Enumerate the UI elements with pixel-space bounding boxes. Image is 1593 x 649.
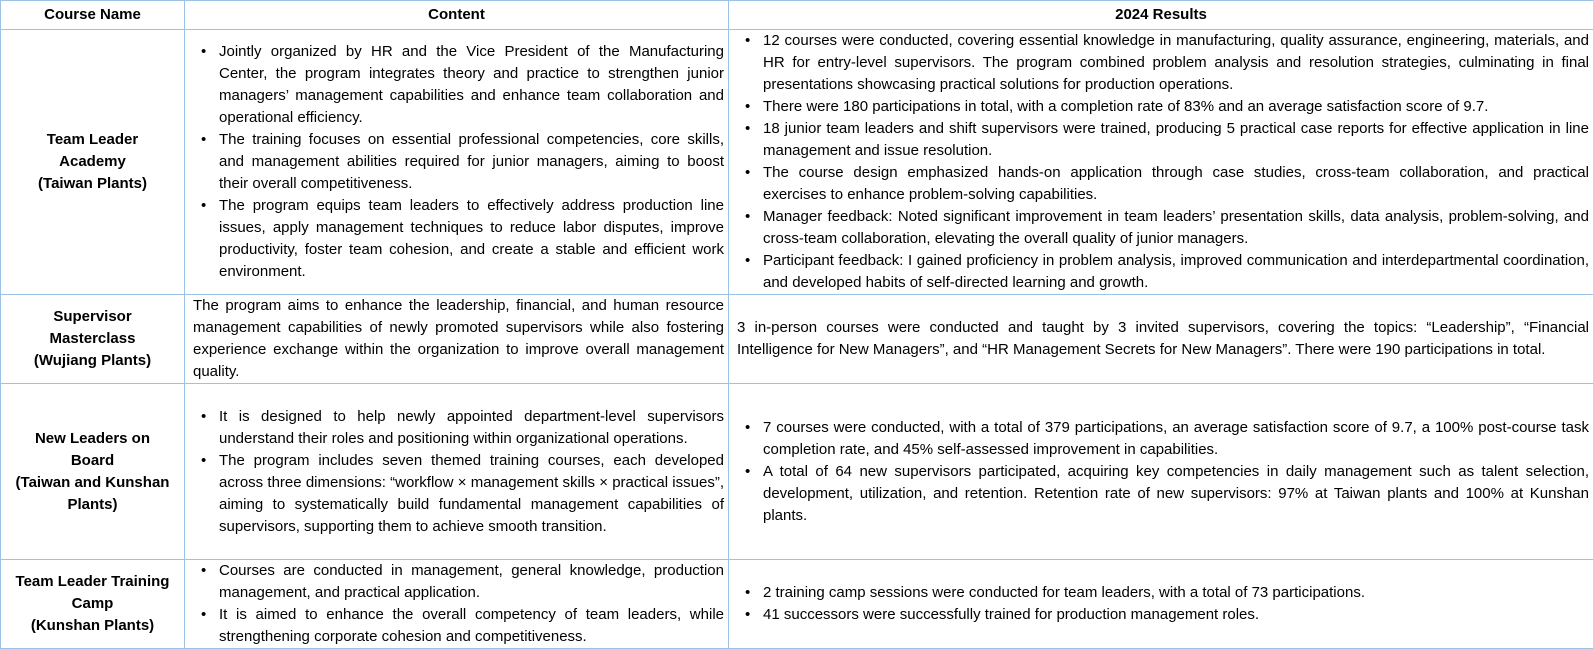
content-cell bbox=[185, 384, 729, 560]
results-bullet-list bbox=[737, 417, 1589, 527]
course-name-line: Supervisor bbox=[5, 306, 180, 328]
result-bullet: • 41 successors were successfully trained for production management roles. bbox=[737, 604, 1589, 626]
content-paragraph: The program aims to enhance the leadership, financial, and human resource management capabilities of newly promoted supervisors while also fostering experience exchange within the organization to improve overall management quality. bbox=[193, 295, 724, 383]
results-bullet-list bbox=[737, 582, 1589, 626]
table-row bbox=[1, 560, 1593, 649]
content-bullet: • Jointly organized by HR and the Vice President of the Manufacturing Center, the program integrates theory and practice to strengthen junior managers’ management capabilities and enhance team collaboration and operational efficiency. bbox=[193, 41, 724, 129]
result-bullet: • 2 training camp sessions were conducted for team leaders, with a total of 73 participations. bbox=[737, 582, 1589, 604]
content-bullet: • The program includes seven themed training courses, each developed across three dimensions: “workflow × management skills × practical issues”, aiming to systematically build fundamental management capabilities of supervisors, supporting them to achieve smooth transition. bbox=[193, 450, 724, 538]
results-cell bbox=[729, 560, 1593, 649]
course-name-line: New Leaders on bbox=[5, 428, 180, 450]
result-paragraph: 3 in-person courses were conducted and taught by 3 invited supervisors, covering the topics: “Leadership”, “Financial Intelligence for New Managers”, and “HR Management Secrets for New Managers”. There were 190 participations in total. bbox=[737, 317, 1589, 361]
content-bullet-list bbox=[193, 406, 724, 538]
course-name-line: Plants) bbox=[5, 494, 180, 516]
course-name-line: Academy bbox=[5, 151, 180, 173]
content-bullet-list bbox=[193, 41, 724, 283]
content-cell bbox=[185, 295, 729, 384]
content-bullet: • It is designed to help newly appointed department-level supervisors understand their roles and positioning within organizational operations. bbox=[193, 406, 724, 450]
result-bullet: • The course design emphasized hands-on application through case studies, cross-team collaboration, and practical exercises to enhance problem-solving capabilities. bbox=[737, 162, 1589, 206]
result-bullet: • Participant feedback: I gained proficiency in problem analysis, improved communication and interdepartmental coordination, and developed habits of self-directed learning and growth. bbox=[737, 250, 1589, 294]
header-content: Content bbox=[185, 1, 729, 30]
result-bullet: • 12 courses were conducted, covering essential knowledge in manufacturing, quality assurance, engineering, materials, and HR for entry-level supervisors. The program combined problem analysis and resolution strategies, culminating in final presentations showcasing practical solutions for production operations. bbox=[737, 30, 1589, 96]
content-bullet: • The training focuses on essential professional competencies, core skills, and management abilities required for junior managers, aiming to boost their overall competitiveness. bbox=[193, 129, 724, 195]
results-cell bbox=[729, 384, 1593, 560]
table-row bbox=[1, 384, 1593, 560]
content-bullet-list bbox=[193, 560, 724, 648]
course-name-line: (Kunshan Plants) bbox=[5, 615, 180, 637]
result-bullet: • A total of 64 new supervisors participated, acquiring key competencies in daily management such as talent selection, development, utilization, and retention. Retention rate of new supervisors: 97% at Taiwan plants and 100% at Kunshan plants. bbox=[737, 461, 1589, 527]
content-cell bbox=[185, 30, 729, 295]
course-name-line: Masterclass bbox=[5, 328, 180, 350]
course-name-cell bbox=[1, 30, 185, 295]
result-bullet: • 7 courses were conducted, with a total of 379 participations, an average satisfaction score of 9.7, a 100% post-course task completion rate, and 45% self-assessed improvement in capabilities. bbox=[737, 417, 1589, 461]
results-cell bbox=[729, 30, 1593, 295]
course-name-line: Team Leader Training bbox=[5, 571, 180, 593]
course-name-line: (Taiwan and Kunshan bbox=[5, 472, 180, 494]
table-row bbox=[1, 30, 1593, 295]
course-name-cell bbox=[1, 560, 185, 649]
results-bullet-list bbox=[737, 30, 1589, 294]
result-bullet: • Manager feedback: Noted significant improvement in team leaders’ presentation skills, data analysis, problem-solving, and cross-team collaboration, elevating the overall quality of junior managers. bbox=[737, 206, 1589, 250]
course-name-line: Camp bbox=[5, 593, 180, 615]
result-bullet: • 18 junior team leaders and shift supervisors were trained, producing 5 practical case reports for effective application in line management and issue resolution. bbox=[737, 118, 1589, 162]
result-bullet: • There were 180 participations in total, with a completion rate of 83% and an average satisfaction score of 9.7. bbox=[737, 96, 1589, 118]
header-course-name: Course Name bbox=[1, 1, 185, 30]
content-cell bbox=[185, 560, 729, 649]
content-bullet: • The program equips team leaders to effectively address production line issues, apply management techniques to reduce labor disputes, improve productivity, foster team cohesion, and create a stable and efficient work environment. bbox=[193, 195, 724, 283]
course-name-cell bbox=[1, 295, 185, 384]
table-row bbox=[1, 295, 1593, 384]
header-2024-results: 2024 Results bbox=[729, 1, 1593, 30]
results-cell bbox=[729, 295, 1593, 384]
course-name-line: (Wujiang Plants) bbox=[5, 350, 180, 372]
course-name-line: (Taiwan Plants) bbox=[5, 173, 180, 195]
course-name-cell bbox=[1, 384, 185, 560]
course-name-line: Board bbox=[5, 450, 180, 472]
header-row bbox=[1, 1, 1593, 30]
course-name-line: Team Leader bbox=[5, 129, 180, 151]
content-bullet: • Courses are conducted in management, general knowledge, production management, and practical application. bbox=[193, 560, 724, 604]
content-bullet: • It is aimed to enhance the overall competency of team leaders, while strengthening corporate cohesion and competitiveness. bbox=[193, 604, 724, 648]
